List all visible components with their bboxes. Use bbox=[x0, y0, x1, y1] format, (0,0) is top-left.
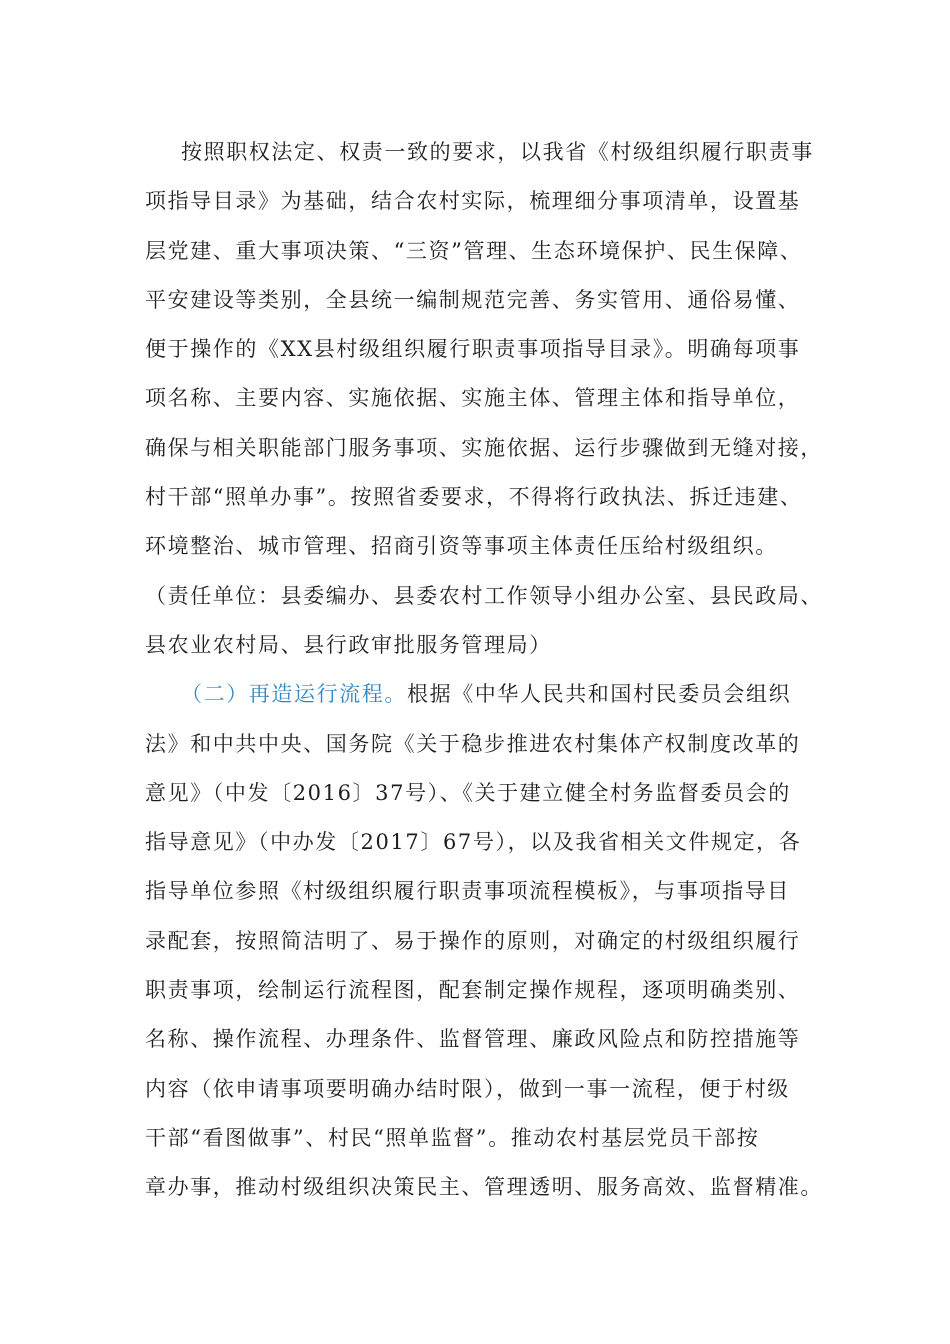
paragraph-line: 法》和中共中央、国务院《关于稳步推进农村集体产权制度改革的 bbox=[145, 731, 801, 756]
paragraph-line: 确保与相关职能部门服务事项、实施依据、运行步骤做到无缝对接， bbox=[145, 435, 823, 460]
paragraph-line: 平安建设等类别，全县统一编制规范完善、务实管用、通俗易懂、 bbox=[145, 287, 801, 312]
responsibility-note-line: （责任单位：县委编办、县委农村工作领导小组办公室、县民政局、 bbox=[145, 583, 823, 608]
paragraph-line: 内容（依申请事项要明确办结时限），做到一事一流程，便于村级 bbox=[145, 1076, 790, 1101]
paragraph-line: 层党建、重大事项决策、“三资”管理、生态环境保护、民生保障、 bbox=[145, 238, 803, 263]
paragraph-line: 录配套，按照简洁明了、易于操作的原则，对确定的村级组织履行 bbox=[145, 928, 801, 953]
paragraph-first-line bbox=[145, 670, 815, 719]
paragraph-line: 指导单位参照《村级组织履行职责事项流程模板》，与事项指导目 bbox=[145, 879, 790, 904]
paragraph-line: 环境整治、城市管理、招商引资等事项主体责任压给村级组织。 bbox=[145, 534, 778, 559]
paragraph-line: 项名称、主要内容、实施依据、实施主体、管理主体和指导单位， bbox=[145, 386, 801, 411]
document-body bbox=[145, 128, 823, 1213]
paragraph-line: 章办事，推动村级组织决策民主、管理透明、服务高效、监督精准。 bbox=[145, 1175, 823, 1200]
paragraph-line: 村干部“照单办事”。按照省委要求，不得将行政执法、拆迁违建、 bbox=[145, 485, 803, 510]
paragraph-line: 职责事项，绘制运行流程图，配套制定操作规程，逐项明确类别、 bbox=[145, 978, 801, 1003]
paragraph-line: 名称、操作流程、办理条件、监督管理、廉政风险点和防控措施等 bbox=[145, 1027, 801, 1052]
paragraph-line: 意见》（中发〔2016〕37号）、《关于建立健全村务监督委员会的 bbox=[145, 780, 791, 805]
paragraph-line: 指导意见》（中办发〔2017〕67号），以及我省相关文件规定，各 bbox=[145, 830, 802, 855]
paragraph-text: 根据《中华人民共和国村民委员会组织 bbox=[407, 682, 792, 707]
paragraph-line: 按照职权法定、权责一致的要求，以我省《村级组织履行职责事 bbox=[181, 140, 814, 164]
paragraph-line: 便于操作的《XX县村级组织履行职责事项指导目录》。明确每项事 bbox=[145, 337, 801, 362]
paragraph-line: 项指导目录》为基础，结合农村实际，梳理细分事项清单，设置基 bbox=[145, 189, 801, 214]
section-heading: （二）再造运行流程。 bbox=[181, 682, 407, 707]
paragraph-line: 干部“看图做事”、村民“照单监督”。推动农村基层党员干部按 bbox=[145, 1125, 760, 1150]
responsibility-note-line: 县农业农村局、县行政审批服务管理局） bbox=[145, 632, 552, 657]
